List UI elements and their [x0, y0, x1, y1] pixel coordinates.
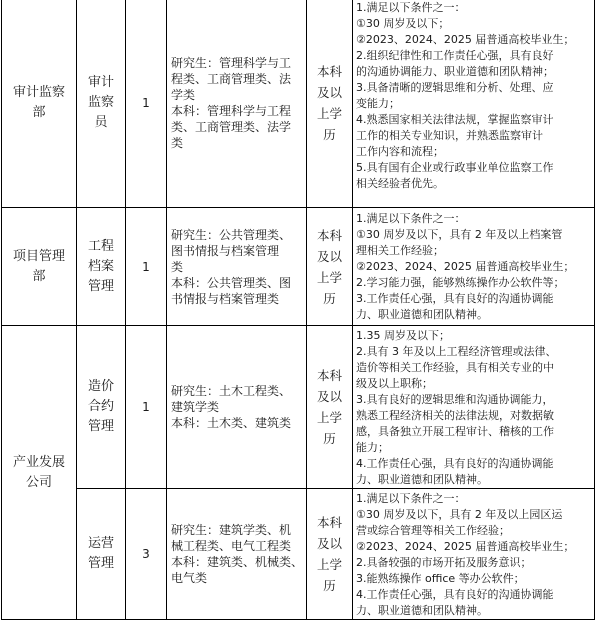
- requirement-line: 熟悉工程经济相关的法律法规，对数据敏: [356, 409, 554, 422]
- major-text: 本科：建筑类、机械类、: [171, 555, 304, 569]
- requirement-line: ②2023、2024、2025 届普通高校毕业生；: [356, 540, 575, 553]
- position-text: 合约: [87, 399, 114, 414]
- major-cell: [167, 208, 307, 326]
- requirement-line: 2.具有 3 年及以上工程经济管理或法律、: [356, 345, 557, 358]
- requirement-line: 4.工作责任心强，具有良好的沟通协调能: [356, 588, 554, 601]
- education-text: 上学: [316, 269, 342, 285]
- education-cell: [307, 208, 353, 326]
- education-text: 上学: [316, 410, 342, 425]
- requirement-line: 3.具有良好的逻辑思维和沟通协调能力，: [356, 393, 554, 406]
- position-text: 管理: [87, 278, 114, 294]
- position-cell: [77, 208, 126, 326]
- table-row: [2, 326, 595, 489]
- job-requirements-table: [1, 0, 595, 620]
- position-cell: [77, 489, 126, 620]
- education-text: 本科: [316, 64, 342, 79]
- major-text: 械工程类、电气工程类: [171, 539, 292, 553]
- requirement-line: 力、职业道德和团队精神。: [356, 473, 488, 486]
- education-text: 及以: [316, 85, 342, 100]
- department-cell: [2, 208, 77, 326]
- requirements-cell: [353, 326, 595, 489]
- table-row: [2, 0, 595, 208]
- headcount-cell: 1: [126, 208, 167, 326]
- education-text: 及以: [316, 248, 342, 264]
- education-text: 上学: [316, 557, 342, 572]
- department-cell: [2, 0, 77, 208]
- position-cell: [77, 0, 126, 208]
- major-text: 本科：土木类、建筑类: [171, 416, 292, 430]
- major-text: 书情报与档案管理类: [171, 291, 280, 306]
- education-text: 本科: [316, 515, 342, 530]
- position-text: 审计: [87, 75, 114, 90]
- requirement-line: 1.满足以下条件之一：: [356, 1, 466, 14]
- requirement-line: 3.能熟练操作 office 等办公软件；: [356, 572, 525, 585]
- requirement-line: ②2023、2024、2025 届普通高校毕业生；: [356, 33, 575, 46]
- department-text: 公司: [25, 474, 52, 490]
- headcount-cell: 3: [126, 489, 167, 620]
- position-text: 档案: [87, 258, 114, 274]
- major-text: 类、工商管理类、法学: [171, 120, 292, 134]
- major-text: 类: [171, 259, 184, 274]
- requirement-line: 3.工作责任心强，具有良好的沟通协调能: [356, 292, 554, 305]
- major-text: 研究生：建筑学类、机: [171, 523, 292, 537]
- position-text: 工程: [87, 238, 114, 254]
- department-cell: [2, 326, 77, 620]
- position-text: 管理: [87, 556, 114, 571]
- requirement-line: 1.满足以下条件之一：: [356, 212, 466, 225]
- education-cell: [307, 326, 353, 489]
- requirement-line: 理相关工作经验；: [356, 244, 444, 257]
- table-row: [2, 208, 595, 326]
- requirement-line: 1.满足以下条件之一：: [356, 492, 466, 505]
- requirement-line: 2.学习能力强，能够熟练操作办公软件等；: [356, 276, 565, 289]
- requirement-line: 力、职业道德和团队精神。: [356, 308, 488, 321]
- major-text: 建筑学类: [171, 400, 220, 414]
- requirement-line: 的沟通协调能力、职业道德和团队精神；: [356, 65, 554, 78]
- requirement-line: 4.熟悉国家相关法律法规，掌握监察审计: [356, 113, 554, 126]
- department-text: 审计监察: [12, 85, 65, 100]
- headcount-cell: 1: [126, 326, 167, 489]
- requirement-line: 级及以上职称；: [356, 377, 433, 390]
- position-text: 员: [94, 115, 108, 130]
- position-text: 监察: [87, 95, 114, 110]
- requirement-line: ②2023、2024、2025 届普通高校毕业生；: [356, 260, 575, 273]
- requirement-line: 力、职业道德和团队精神。: [356, 604, 488, 617]
- department-text: 项目管理: [12, 248, 65, 264]
- requirement-line: 2.具备较强的市场开拓及服务意识；: [356, 556, 532, 569]
- education-text: 历: [323, 431, 336, 446]
- requirement-line: 能力；: [356, 441, 389, 454]
- requirements-cell: [353, 0, 595, 208]
- major-cell: [167, 489, 307, 620]
- education-text: 历: [323, 290, 336, 306]
- requirement-line: 5.具有国有企业或行政事业单位监察工作: [356, 161, 554, 174]
- position-cell: [77, 326, 126, 489]
- major-text: 学类: [171, 88, 196, 102]
- major-cell: [167, 326, 307, 489]
- major-text: 研究生：管理科学与工: [171, 56, 292, 70]
- requirement-line: 1.35 周岁及以下；: [356, 329, 450, 342]
- table-row: [2, 489, 595, 620]
- major-text: 本科：管理科学与工程: [171, 104, 292, 118]
- major-text: 本科：公共管理类、图: [171, 275, 292, 290]
- major-text: 图书情报与档案管理: [171, 243, 280, 258]
- requirement-line: 造价等相关工作经验，具有相关专业的中: [356, 361, 554, 374]
- education-text: 本科: [316, 227, 342, 243]
- requirement-line: 工作内容和流程；: [356, 145, 444, 158]
- department-text: 部: [32, 268, 46, 284]
- education-cell: [307, 489, 353, 620]
- position-text: 运营: [87, 536, 114, 551]
- education-cell: [307, 0, 353, 208]
- position-text: 造价: [87, 379, 114, 394]
- requirement-line: 4.工作责任心强，具有良好的沟通协调能: [356, 457, 554, 470]
- requirements-cell: [353, 208, 595, 326]
- position-text: 管理: [87, 419, 114, 434]
- requirement-line: 营或综合管理等相关工作经验；: [356, 524, 510, 537]
- education-text: 上学: [316, 106, 342, 121]
- requirement-line: ①30 周岁及以下，具有 2 年及以上园区运: [356, 508, 563, 521]
- department-text: 产业发展: [12, 454, 65, 470]
- major-text: 研究生：土木工程类、: [171, 384, 292, 398]
- requirement-line: 变能力；: [356, 97, 400, 110]
- requirement-line: 3.具备清晰的逻辑思维和分析、处理、应: [356, 81, 554, 94]
- major-text: 类: [171, 136, 184, 150]
- education-text: 及以: [316, 536, 342, 551]
- major-text: 电气类: [171, 571, 208, 585]
- requirement-line: 感，具备独立开展工程审计、稽核的工作: [356, 425, 554, 438]
- requirement-line: ①30 周岁及以下，具有 2 年及以上档案管: [356, 228, 563, 241]
- education-text: 本科: [316, 368, 342, 383]
- requirement-line: 2.组织纪律性和工作责任心强，具有良好: [356, 49, 554, 62]
- major-text: 程类、工商管理类、法: [171, 72, 292, 86]
- headcount-cell: 1: [126, 0, 167, 208]
- requirements-cell: [353, 489, 595, 620]
- education-text: 历: [323, 127, 336, 142]
- major-cell: [167, 0, 307, 208]
- department-text: 部: [32, 105, 46, 120]
- education-text: 历: [323, 578, 336, 593]
- education-text: 及以: [316, 389, 342, 404]
- requirement-line: 工作的相关专业知识，并熟悉监察审计: [356, 129, 543, 142]
- major-text: 研究生：公共管理类、: [171, 227, 292, 242]
- requirement-line: ①30 周岁及以下；: [356, 17, 450, 30]
- requirement-line: 相关经验者优先。: [356, 177, 444, 190]
